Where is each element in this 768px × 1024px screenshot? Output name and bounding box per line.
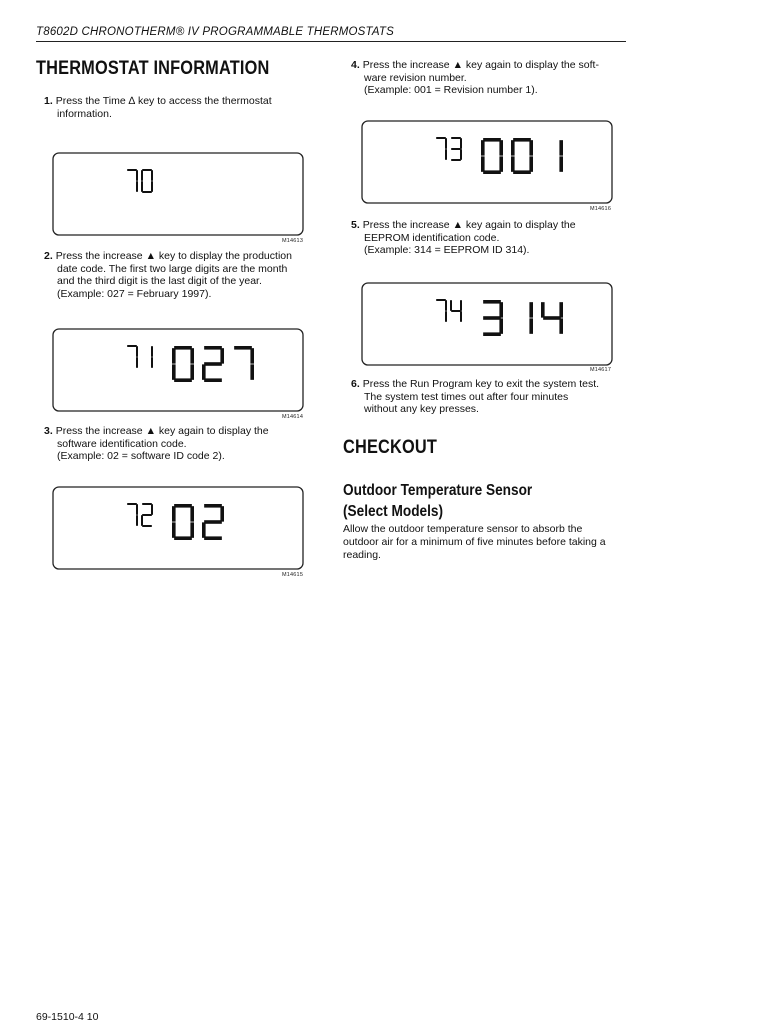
step-5: 5. Press the increase ▲ key again to display the EEPROM identification code. (Example: 314 = EEPROM ID 314). bbox=[351, 219, 576, 256]
lcd-segment-a bbox=[483, 300, 501, 304]
lcd-segment-a bbox=[204, 504, 222, 508]
page-footer: 69-1510-4 10 bbox=[36, 1011, 99, 1023]
lcd-segment-g bbox=[204, 520, 222, 524]
lcd-segment-a bbox=[436, 299, 446, 301]
lcd-segment-a bbox=[142, 169, 152, 171]
lcd-segment-d bbox=[142, 525, 152, 527]
lcd-segment-b bbox=[136, 504, 138, 515]
lcd-segment-e bbox=[141, 515, 143, 526]
lcd-segment-b bbox=[151, 346, 153, 357]
lcd-display-4 bbox=[361, 120, 613, 204]
lcd-segment-f bbox=[172, 506, 176, 521]
step-3: 3. Press the increase ▲ key again to display the software identification code. (Example: 02 = software ID code 2). bbox=[44, 425, 269, 462]
lcd-segment-c bbox=[529, 156, 533, 171]
lcd-segment-d bbox=[483, 332, 501, 336]
lcd-segment-b bbox=[529, 302, 533, 317]
lcd-segment-a bbox=[127, 345, 137, 347]
figure-id-3: M14615 bbox=[282, 572, 304, 578]
lcd-segment-e bbox=[202, 522, 206, 537]
lcd-segment-a bbox=[174, 504, 192, 508]
lcd-segment-b bbox=[529, 140, 533, 155]
lcd-segment-b bbox=[499, 140, 503, 155]
lcd-segment-b bbox=[220, 506, 224, 521]
lcd-segment-f bbox=[450, 300, 452, 311]
lcd-segment-f bbox=[141, 170, 143, 181]
lcd-segment-b bbox=[445, 300, 447, 311]
step-1: 1. Press the Time ∆ key to access the thermostat information. bbox=[44, 95, 272, 120]
lcd-segment-d bbox=[204, 536, 222, 540]
lcd-segment-b bbox=[559, 302, 563, 317]
lcd-segment-c bbox=[559, 156, 563, 171]
lcd-segment-d bbox=[174, 378, 192, 382]
lcd-segment-c bbox=[136, 357, 138, 368]
lcd-segment-e bbox=[202, 364, 206, 379]
lcd-segment-f bbox=[511, 140, 515, 155]
lcd-segment-a bbox=[513, 138, 531, 142]
lcd-segment-g bbox=[451, 148, 461, 150]
section-title-thermostat-information: THERMOSTAT INFORMATION bbox=[36, 58, 270, 79]
lcd-segment-a bbox=[451, 137, 461, 139]
step-4: 4. Press the increase ▲ key again to display the soft- ware revision number. (Example: 001 = Revision number 1). bbox=[351, 59, 599, 96]
lcd-segment-c bbox=[445, 149, 447, 160]
checkout-body-text: Allow the outdoor temperature sensor to absorb the outdoor air for a minimum of five minutes before taking a reading. bbox=[343, 523, 606, 561]
lcd-display-1 bbox=[52, 152, 304, 236]
lcd-segment-c bbox=[499, 318, 503, 333]
lcd-segment-c bbox=[136, 181, 138, 192]
lcd-segment-c bbox=[445, 311, 447, 322]
lcd-segment-b bbox=[445, 138, 447, 149]
lcd-segment-d bbox=[513, 170, 531, 174]
lcd-segment-a bbox=[142, 503, 152, 505]
lcd-segment-c bbox=[190, 522, 194, 537]
lcd-segment-a bbox=[204, 346, 222, 350]
lcd-segment-b bbox=[190, 348, 194, 363]
lcd-segment-f bbox=[541, 302, 545, 317]
step-6: 6. Press the Run Program key to exit the system test. The system test times out after four minutes without any key presses. bbox=[351, 378, 600, 415]
lcd-display-5 bbox=[361, 282, 613, 366]
lcd-segment-c bbox=[250, 364, 254, 379]
lcd-segment-b bbox=[460, 138, 462, 149]
lcd-segment-b bbox=[559, 140, 563, 155]
lcd-display-2 bbox=[52, 328, 304, 412]
lcd-segment-c bbox=[529, 318, 533, 333]
lcd-segment-d bbox=[483, 170, 501, 174]
lcd-segment-e bbox=[481, 156, 485, 171]
lcd-segment-b bbox=[220, 348, 224, 363]
lcd-segment-a bbox=[483, 138, 501, 142]
lcd-segment-a bbox=[436, 137, 446, 139]
lcd-segment-a bbox=[127, 503, 137, 505]
lcd-display-3 bbox=[52, 486, 304, 570]
lcd-segment-a bbox=[127, 169, 137, 171]
lcd-segment-b bbox=[151, 504, 153, 515]
figure-id-1: M14613 bbox=[282, 238, 304, 244]
lcd-segment-d bbox=[451, 159, 461, 161]
figure-id-2: M14614 bbox=[282, 414, 304, 420]
lcd-segment-d bbox=[174, 536, 192, 540]
lcd-segment-b bbox=[136, 170, 138, 181]
figure-id-5: M14617 bbox=[590, 367, 612, 373]
lcd-segment-b bbox=[499, 302, 503, 317]
lcd-segment-g bbox=[204, 362, 222, 366]
lcd-segment-f bbox=[481, 140, 485, 155]
lcd-segment-c bbox=[460, 311, 462, 322]
lcd-segment-b bbox=[460, 300, 462, 311]
lcd-segment-a bbox=[174, 346, 192, 350]
lcd-segment-c bbox=[136, 515, 138, 526]
lcd-segment-c bbox=[499, 156, 503, 171]
lcd-segment-c bbox=[190, 364, 194, 379]
lcd-segment-c bbox=[559, 318, 563, 333]
lcd-segment-e bbox=[141, 181, 143, 192]
section-title-checkout: CHECKOUT bbox=[343, 437, 437, 458]
lcd-segment-b bbox=[190, 506, 194, 521]
subsection-title-outdoor-sensor: Outdoor Temperature Sensor (Select Models) bbox=[343, 482, 533, 520]
lcd-segment-e bbox=[172, 522, 176, 537]
lcd-segment-f bbox=[172, 348, 176, 363]
lcd-segment-g bbox=[543, 316, 561, 320]
document-header: T8602D CHRONOTHERM® IV PROGRAMMABLE THERMOSTATS bbox=[36, 26, 626, 42]
lcd-segment-b bbox=[151, 170, 153, 181]
lcd-segment-g bbox=[451, 310, 461, 312]
figure-id-4: M14616 bbox=[590, 206, 612, 212]
lcd-segment-d bbox=[142, 191, 152, 193]
lcd-segment-e bbox=[172, 364, 176, 379]
lcd-segment-c bbox=[460, 149, 462, 160]
lcd-segment-g bbox=[142, 514, 152, 516]
step-2: 2. Press the increase ▲ key to display the production date code. The first two large digits are the month and the third digit is the last digit of the year. (Example: 027 = February 1997). bbox=[44, 250, 292, 300]
lcd-segment-b bbox=[250, 348, 254, 363]
lcd-segment-c bbox=[151, 181, 153, 192]
lcd-segment-g bbox=[483, 316, 501, 320]
lcd-segment-d bbox=[204, 378, 222, 382]
lcd-segment-c bbox=[151, 357, 153, 368]
lcd-segment-a bbox=[234, 346, 252, 350]
lcd-segment-e bbox=[511, 156, 515, 171]
lcd-segment-b bbox=[136, 346, 138, 357]
